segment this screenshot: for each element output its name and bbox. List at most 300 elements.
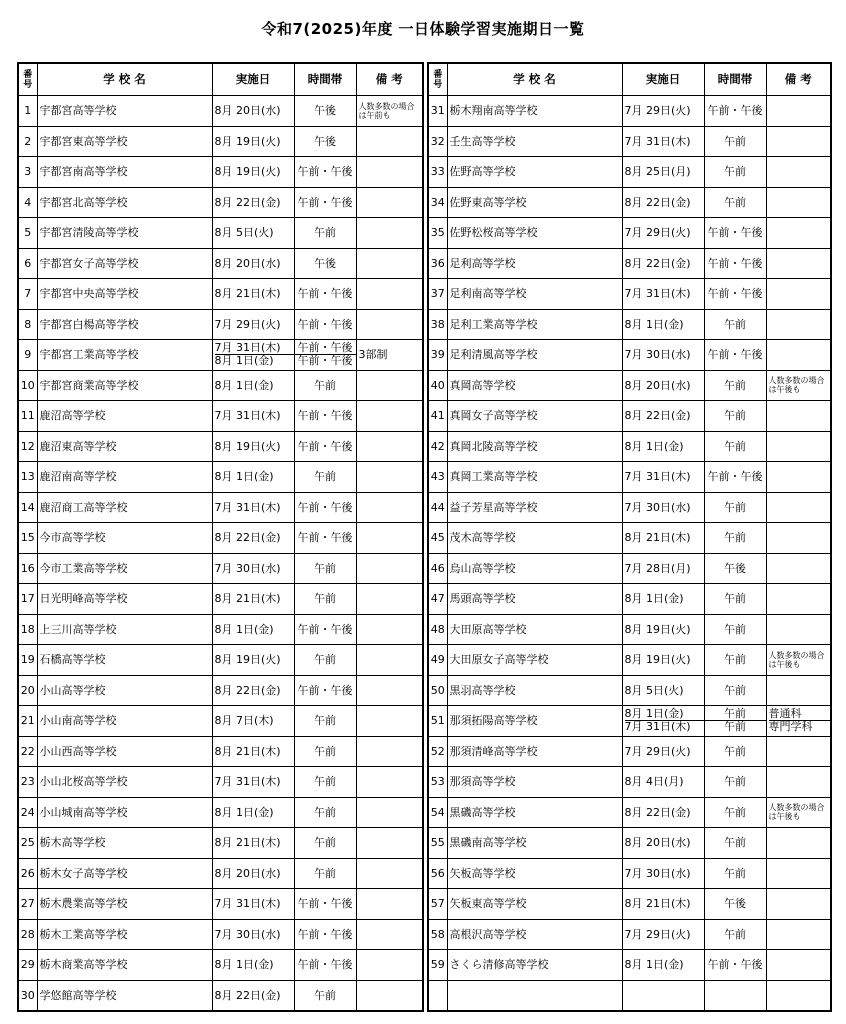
note-cell: [356, 492, 423, 523]
time-cell: [294, 401, 356, 432]
time-cell: [294, 187, 356, 218]
table-row: [428, 614, 831, 645]
schedule-table-right: [427, 62, 832, 1012]
table-row: [428, 797, 831, 828]
row-number: 7: [18, 279, 37, 310]
school-name: 宇都宮清陵高等学校: [37, 218, 212, 249]
school-name: 宇都宮女子高等学校: [37, 248, 212, 279]
table-row: [428, 553, 831, 584]
date-cell: [622, 645, 704, 676]
row-number: 33: [428, 157, 447, 188]
date-value: 7月 31日(木): [625, 720, 704, 733]
time-value: 午前: [724, 378, 746, 392]
table-row: [428, 950, 831, 981]
table-row: [428, 919, 831, 950]
time-value: 午前: [724, 653, 746, 667]
school-name: 小山西高等学校: [37, 736, 212, 767]
time-value: 午前: [724, 805, 746, 819]
table-row: [18, 279, 423, 310]
school-name: 矢板高等学校: [447, 858, 622, 889]
table-row: [18, 645, 423, 676]
date-cell: [622, 858, 704, 889]
time-value: 午前: [724, 927, 746, 941]
date-value: 8月 1日(金): [624, 707, 684, 721]
table-row: [18, 401, 423, 432]
time-cell: [704, 462, 766, 493]
time-cell: [294, 645, 356, 676]
time-cell: [704, 736, 766, 767]
school-name: 黒磯高等学校: [447, 797, 622, 828]
row-number: 42: [428, 431, 447, 462]
time-cell: [704, 126, 766, 157]
time-value: 午前: [724, 622, 746, 636]
row-number: 45: [428, 523, 447, 554]
row-number: 20: [18, 675, 37, 706]
time-cell: [704, 706, 766, 737]
row-number: 6: [18, 248, 37, 279]
time-cell: [294, 706, 356, 737]
note-cell: [766, 675, 831, 706]
time-value: 午前: [314, 836, 336, 850]
note-cell: [356, 401, 423, 432]
date-cell: [622, 706, 704, 737]
time-value: 午前: [724, 866, 746, 880]
time-cell: [704, 797, 766, 828]
date-cell: [622, 523, 704, 554]
table-header-row: [18, 63, 423, 96]
table-row: [18, 523, 423, 554]
header-no: 番号: [428, 63, 447, 96]
table-row: [428, 706, 831, 737]
date-value: 8月 20日(水): [214, 866, 281, 880]
school-name: 上三川高等学校: [37, 614, 212, 645]
note-cell: [766, 309, 831, 340]
row-number: 55: [428, 828, 447, 859]
school-name: 佐野東高等学校: [447, 187, 622, 218]
row-number: 22: [18, 736, 37, 767]
row-number: 54: [428, 797, 447, 828]
note-cell: [356, 736, 423, 767]
school-name: 今市工業高等学校: [37, 553, 212, 584]
row-number: 9: [18, 340, 37, 371]
time-value: 午前: [724, 775, 746, 789]
school-name: 真岡高等学校: [447, 370, 622, 401]
time-value: 午後: [724, 897, 746, 911]
time-value: 午前: [724, 744, 746, 758]
date-value: 8月 20日(水): [624, 836, 691, 850]
time-value: 午前・午後: [297, 897, 353, 911]
note-cell: [766, 126, 831, 157]
note-cell: [766, 96, 831, 127]
table-row: [18, 187, 423, 218]
time-value: 午前: [314, 561, 336, 575]
time-cell: [294, 858, 356, 889]
row-number: 4: [18, 187, 37, 218]
row-number: 39: [428, 340, 447, 371]
row-number: 30: [18, 980, 37, 1011]
date-cell: [212, 797, 294, 828]
school-name: 宇都宮白楊高等学校: [37, 309, 212, 340]
table-row: [18, 96, 423, 127]
row-number: 21: [18, 706, 37, 737]
date-cell: [212, 157, 294, 188]
date-value: 8月 1日(金): [624, 592, 684, 606]
row-number: 11: [18, 401, 37, 432]
date-value: 8月 1日(金): [215, 354, 294, 367]
date-cell: [212, 858, 294, 889]
note-cell: [356, 706, 423, 737]
table-row: [18, 767, 423, 798]
time-value: 午前: [724, 195, 746, 209]
school-name: 栃木商業高等学校: [37, 950, 212, 981]
date-cell: [622, 187, 704, 218]
note-cell: [766, 492, 831, 523]
row-number: 44: [428, 492, 447, 523]
note-cell: [356, 675, 423, 706]
time-cell: [704, 950, 766, 981]
note-cell: [766, 980, 831, 1011]
row-number: 37: [428, 279, 447, 310]
date-value: 7月 29日(火): [624, 927, 691, 941]
date-value: 8月 19日(火): [214, 439, 281, 453]
date-cell: [212, 218, 294, 249]
time-cell: [704, 553, 766, 584]
note-cell: [766, 553, 831, 584]
time-value: 午前: [724, 165, 746, 179]
time-value: 午前: [314, 378, 336, 392]
note-cell: [766, 919, 831, 950]
note-cell: [766, 614, 831, 645]
table-row: [18, 492, 423, 523]
date-cell: [212, 736, 294, 767]
date-cell: [622, 370, 704, 401]
table-row: [428, 980, 831, 1011]
note-value: 専門学科: [769, 720, 831, 733]
date-cell: [622, 584, 704, 615]
school-name: 小山高等学校: [37, 675, 212, 706]
school-name: 栃木農業高等学校: [37, 889, 212, 920]
date-cell: [622, 340, 704, 371]
note-cell: [766, 157, 831, 188]
table-row: [18, 858, 423, 889]
table-row: [18, 980, 423, 1011]
school-name: 那須清峰高等学校: [447, 736, 622, 767]
date-value: 8月 21日(木): [214, 287, 281, 301]
date-cell: [622, 736, 704, 767]
time-value: 午前・午後: [297, 927, 353, 941]
school-name: 宇都宮東高等学校: [37, 126, 212, 157]
date-value: 7月 28日(月): [624, 561, 691, 575]
time-cell: [704, 340, 766, 371]
date-cell: [212, 614, 294, 645]
school-name: 真岡工業高等学校: [447, 462, 622, 493]
note-cell: [356, 96, 423, 127]
row-number: 59: [428, 950, 447, 981]
date-value: 8月 1日(金): [214, 622, 274, 636]
time-cell: [294, 126, 356, 157]
school-name: 黒磯南高等学校: [447, 828, 622, 859]
date-value: 8月 1日(金): [214, 470, 274, 484]
table-row: [18, 553, 423, 584]
table-row: [18, 828, 423, 859]
date-value: 7月 31日(木): [214, 897, 281, 911]
time-cell: [294, 309, 356, 340]
schedule-table-left: [17, 62, 424, 1012]
date-cell: [212, 828, 294, 859]
time-cell: [294, 736, 356, 767]
table-row: [428, 462, 831, 493]
row-number: 43: [428, 462, 447, 493]
note-cell: [766, 401, 831, 432]
time-value: 午前: [705, 720, 766, 733]
row-number: 58: [428, 919, 447, 950]
row-number: 10: [18, 370, 37, 401]
school-name: 茂木高等学校: [447, 523, 622, 554]
time-value: 午前: [724, 134, 746, 148]
date-cell: [212, 309, 294, 340]
date-cell: [212, 401, 294, 432]
school-name: 宇都宮高等学校: [37, 96, 212, 127]
table-row: [428, 736, 831, 767]
row-number: 50: [428, 675, 447, 706]
table-row: [428, 858, 831, 889]
row-number: 49: [428, 645, 447, 676]
row-number: 26: [18, 858, 37, 889]
school-name: 栃木工業高等学校: [37, 919, 212, 950]
date-value: 7月 31日(木): [624, 287, 691, 301]
school-name: 大田原高等学校: [447, 614, 622, 645]
date-value: 8月 1日(金): [624, 958, 684, 972]
school-name: 小山城南高等学校: [37, 797, 212, 828]
table-row: [428, 96, 831, 127]
note-cell: [766, 218, 831, 249]
header-no: 番号: [18, 63, 37, 96]
time-value: 午前: [314, 470, 336, 484]
time-cell: [704, 675, 766, 706]
row-number: 12: [18, 431, 37, 462]
time-value: 午後: [314, 256, 336, 270]
note-cell: [766, 645, 831, 676]
note-value: 人数多数の場合は午前も: [358, 101, 415, 120]
school-name: 栃木女子高等学校: [37, 858, 212, 889]
date-value: 7月 29日(火): [624, 104, 691, 118]
date-value: 8月 4日(月): [624, 775, 684, 789]
school-name: 真岡北陵高等学校: [447, 431, 622, 462]
date-value: 8月 21日(木): [624, 897, 691, 911]
note-cell: [356, 828, 423, 859]
time-cell: [704, 96, 766, 127]
date-cell: [212, 645, 294, 676]
time-value: 午前: [314, 714, 336, 728]
table-row: [18, 431, 423, 462]
school-name: 小山南高等学校: [37, 706, 212, 737]
time-cell: [294, 218, 356, 249]
time-value: 午前: [314, 805, 336, 819]
note-cell: [766, 340, 831, 371]
date-value: 8月 1日(金): [214, 805, 274, 819]
note-cell: [356, 858, 423, 889]
date-value: 7月 29日(火): [624, 744, 691, 758]
table-row: [18, 370, 423, 401]
row-number: 52: [428, 736, 447, 767]
row-number: 56: [428, 858, 447, 889]
time-cell: [294, 431, 356, 462]
time-cell: [704, 645, 766, 676]
date-value: 8月 20日(水): [624, 378, 691, 392]
row-number: 3: [18, 157, 37, 188]
row-number: 19: [18, 645, 37, 676]
school-name: 佐野高等学校: [447, 157, 622, 188]
school-name: 足利高等学校: [447, 248, 622, 279]
school-name: 日光明峰高等学校: [37, 584, 212, 615]
note-cell: [356, 523, 423, 554]
date-cell: [212, 553, 294, 584]
time-value: 午前・午後: [707, 256, 763, 270]
time-value: 午前・午後: [297, 317, 353, 331]
table-row: [18, 584, 423, 615]
date-cell: [622, 889, 704, 920]
table-row: [428, 584, 831, 615]
time-cell: [704, 431, 766, 462]
note-cell: [766, 950, 831, 981]
row-number: 1: [18, 96, 37, 127]
date-cell: [622, 950, 704, 981]
note-value: 普通科: [768, 707, 802, 721]
row-number: 35: [428, 218, 447, 249]
date-value: 7月 31日(木): [624, 470, 691, 484]
note-cell: [766, 736, 831, 767]
date-cell: [622, 614, 704, 645]
school-name: 大田原女子高等学校: [447, 645, 622, 676]
table-row: [428, 157, 831, 188]
time-cell: [294, 767, 356, 798]
note-cell: [356, 797, 423, 828]
table-row: [428, 370, 831, 401]
time-value: 午後: [314, 104, 336, 118]
date-value: 8月 22日(金): [624, 805, 691, 819]
row-number: 14: [18, 492, 37, 523]
table-row: [18, 706, 423, 737]
note-cell: [766, 706, 831, 737]
time-value: 午前: [724, 683, 746, 697]
date-cell: [622, 431, 704, 462]
row-number: 13: [18, 462, 37, 493]
school-name: 那須拓陽高等学校: [447, 706, 622, 737]
row-number: 28: [18, 919, 37, 950]
date-cell: [622, 767, 704, 798]
time-cell: [704, 919, 766, 950]
date-value: 7月 30日(水): [624, 500, 691, 514]
row-number: 46: [428, 553, 447, 584]
note-cell: [356, 919, 423, 950]
table-row: [428, 645, 831, 676]
header-date: 実施日: [622, 63, 704, 96]
school-name: 学悠館高等学校: [37, 980, 212, 1011]
date-value: 8月 1日(金): [214, 958, 274, 972]
note-cell: [356, 767, 423, 798]
note-cell: [766, 462, 831, 493]
date-cell: [622, 157, 704, 188]
school-name: 鹿沼高等学校: [37, 401, 212, 432]
time-cell: [704, 248, 766, 279]
time-cell: [294, 828, 356, 859]
time-value: 午前: [724, 409, 746, 423]
time-cell: [294, 553, 356, 584]
note-cell: [356, 126, 423, 157]
date-value: 8月 19日(火): [214, 653, 281, 667]
time-value: 午前・午後: [297, 409, 353, 423]
time-cell: [294, 248, 356, 279]
date-value: 8月 1日(金): [624, 317, 684, 331]
date-cell: [622, 919, 704, 950]
note-cell: [356, 187, 423, 218]
time-cell: [294, 980, 356, 1011]
date-cell: [212, 919, 294, 950]
row-number: 47: [428, 584, 447, 615]
table-row: [428, 218, 831, 249]
row-number: 27: [18, 889, 37, 920]
date-value: 7月 31日(木): [214, 341, 281, 355]
row-number: 34: [428, 187, 447, 218]
row-number: 18: [18, 614, 37, 645]
time-cell: [704, 492, 766, 523]
date-value: 7月 29日(火): [214, 317, 281, 331]
date-value: 7月 30日(水): [624, 348, 691, 362]
row-number: 31: [428, 96, 447, 127]
note-cell: [766, 767, 831, 798]
time-value: 午前: [314, 866, 336, 880]
date-cell: [212, 980, 294, 1011]
time-cell: [294, 797, 356, 828]
date-cell: [622, 980, 704, 1011]
table-row: [18, 126, 423, 157]
time-value: 午前: [314, 592, 336, 606]
table-row: [18, 736, 423, 767]
table-row: [428, 828, 831, 859]
date-cell: [622, 126, 704, 157]
time-cell: [704, 279, 766, 310]
school-name: 栃木翔南高等学校: [447, 96, 622, 127]
table-row: [428, 675, 831, 706]
table-row: [428, 187, 831, 218]
row-number: 17: [18, 584, 37, 615]
school-name: 鹿沼南高等学校: [37, 462, 212, 493]
note-cell: [356, 980, 423, 1011]
date-value: 7月 31日(木): [214, 500, 281, 514]
date-cell: [622, 279, 704, 310]
table-row: [428, 248, 831, 279]
time-value: 午前・午後: [297, 287, 353, 301]
table-row: [18, 675, 423, 706]
header-date: 実施日: [212, 63, 294, 96]
date-value: 8月 22日(金): [214, 683, 281, 697]
time-cell: [294, 279, 356, 310]
time-cell: [704, 889, 766, 920]
school-name: 宇都宮北高等学校: [37, 187, 212, 218]
date-value: 8月 22日(金): [624, 195, 691, 209]
time-cell: [704, 614, 766, 645]
note-cell: [356, 614, 423, 645]
date-cell: [212, 767, 294, 798]
note-value: 人数多数の場合は午後も: [768, 650, 825, 669]
note-cell: [766, 889, 831, 920]
time-cell: [294, 950, 356, 981]
row-number: 36: [428, 248, 447, 279]
date-value: 8月 20日(水): [214, 104, 281, 118]
date-value: 8月 22日(金): [624, 409, 691, 423]
time-value: 午前・午後: [297, 500, 353, 514]
header-time: 時間帯: [704, 63, 766, 96]
